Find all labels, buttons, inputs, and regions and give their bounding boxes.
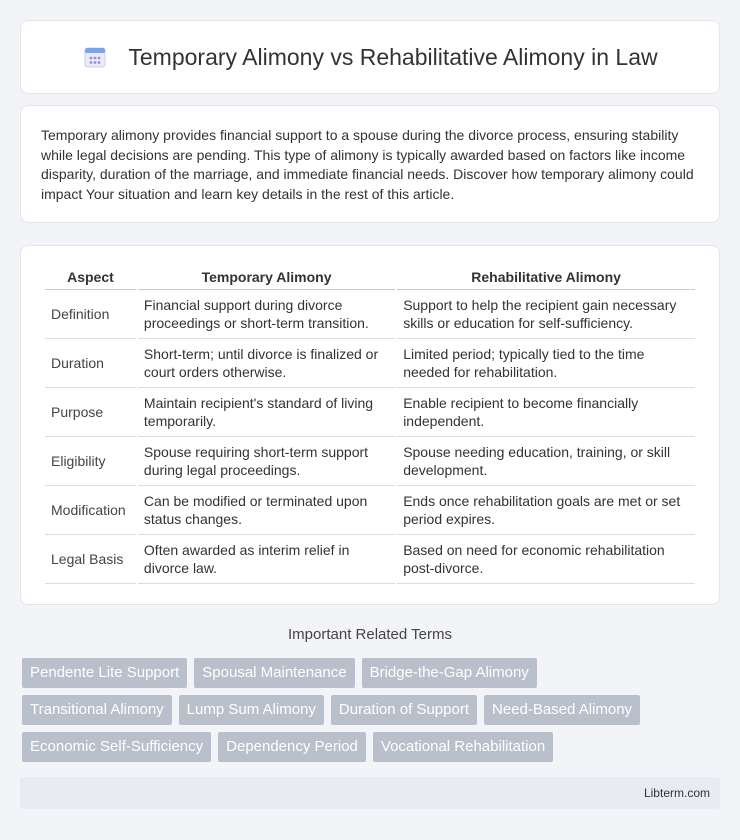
term-tag[interactable]: Lump Sum Alimony bbox=[179, 695, 324, 725]
calendar-icon bbox=[82, 44, 108, 70]
comparison-table bbox=[43, 266, 697, 584]
row-temporary: Short-term; until divorce is finalized or court orders otherwise. bbox=[138, 339, 395, 388]
term-tag[interactable]: Bridge-the-Gap Alimony bbox=[362, 658, 537, 688]
row-rehabilitative: Support to help the recipient gain necessary skills or education for self-sufficiency. bbox=[397, 290, 695, 339]
row-aspect: Modification bbox=[45, 486, 136, 535]
header-card bbox=[20, 20, 720, 94]
row-temporary: Spouse requiring short-term support during legal proceedings. bbox=[138, 437, 395, 486]
related-terms bbox=[22, 658, 722, 769]
row-aspect: Duration bbox=[45, 339, 136, 388]
intro-card bbox=[20, 105, 720, 223]
term-tag[interactable]: Need-Based Alimony bbox=[484, 695, 640, 725]
table-row bbox=[45, 388, 695, 437]
table-row bbox=[45, 535, 695, 584]
table-row bbox=[45, 486, 695, 535]
term-tag[interactable]: Spousal Maintenance bbox=[194, 658, 354, 688]
intro-text: Temporary alimony provides financial support to a spouse during the divorce process, ensuring stability while legal decisions are pending. This type of alimony is typically awarded based on factors like income disparity, duration of the marriage, and immediate financial needs. Discover how temporary alimony could impact Your situation and learn key details in the rest of this article. bbox=[41, 127, 694, 202]
row-temporary: Often awarded as interim relief in divorce law. bbox=[138, 535, 395, 584]
header-rehabilitative: Rehabilitative Alimony bbox=[397, 266, 695, 290]
row-rehabilitative: Ends once rehabilitation goals are met or set period expires. bbox=[397, 486, 695, 535]
page-title: Temporary Alimony vs Rehabilitative Alimony in Law bbox=[128, 43, 658, 70]
row-rehabilitative: Based on need for economic rehabilitation post-divorce. bbox=[397, 535, 695, 584]
tag-row bbox=[22, 732, 722, 762]
row-temporary: Maintain recipient's standard of living temporarily. bbox=[138, 388, 395, 437]
header-temporary: Temporary Alimony bbox=[138, 266, 395, 290]
footer-site-link[interactable]: Libterm.com bbox=[643, 786, 710, 800]
row-aspect: Purpose bbox=[45, 388, 136, 437]
term-tag[interactable]: Economic Self-Sufficiency bbox=[22, 732, 211, 762]
term-tag[interactable]: Duration of Support bbox=[331, 695, 477, 725]
header-aspect: Aspect bbox=[45, 266, 136, 290]
row-temporary: Can be modified or terminated upon status changes. bbox=[138, 486, 395, 535]
table-header-row bbox=[45, 266, 695, 290]
related-terms-title: Important Related Terms bbox=[288, 626, 452, 643]
row-rehabilitative: Enable recipient to become financially independent. bbox=[397, 388, 695, 437]
table-row bbox=[45, 290, 695, 339]
term-tag[interactable]: Dependency Period bbox=[218, 732, 366, 762]
row-temporary: Financial support during divorce proceedings or short-term transition. bbox=[138, 290, 395, 339]
row-aspect: Eligibility bbox=[45, 437, 136, 486]
comparison-table-card bbox=[20, 245, 720, 605]
table-row bbox=[45, 437, 695, 486]
row-aspect: Definition bbox=[45, 290, 136, 339]
row-rehabilitative: Limited period; typically tied to the time needed for rehabilitation. bbox=[397, 339, 695, 388]
tag-row bbox=[22, 695, 722, 725]
row-rehabilitative: Spouse needing education, training, or skill development. bbox=[397, 437, 695, 486]
footer bbox=[20, 777, 720, 809]
row-aspect: Legal Basis bbox=[45, 535, 136, 584]
tag-row bbox=[22, 658, 722, 688]
term-tag[interactable]: Pendente Lite Support bbox=[22, 658, 187, 688]
term-tag[interactable]: Vocational Rehabilitation bbox=[373, 732, 553, 762]
table-row bbox=[45, 339, 695, 388]
term-tag[interactable]: Transitional Alimony bbox=[22, 695, 172, 725]
